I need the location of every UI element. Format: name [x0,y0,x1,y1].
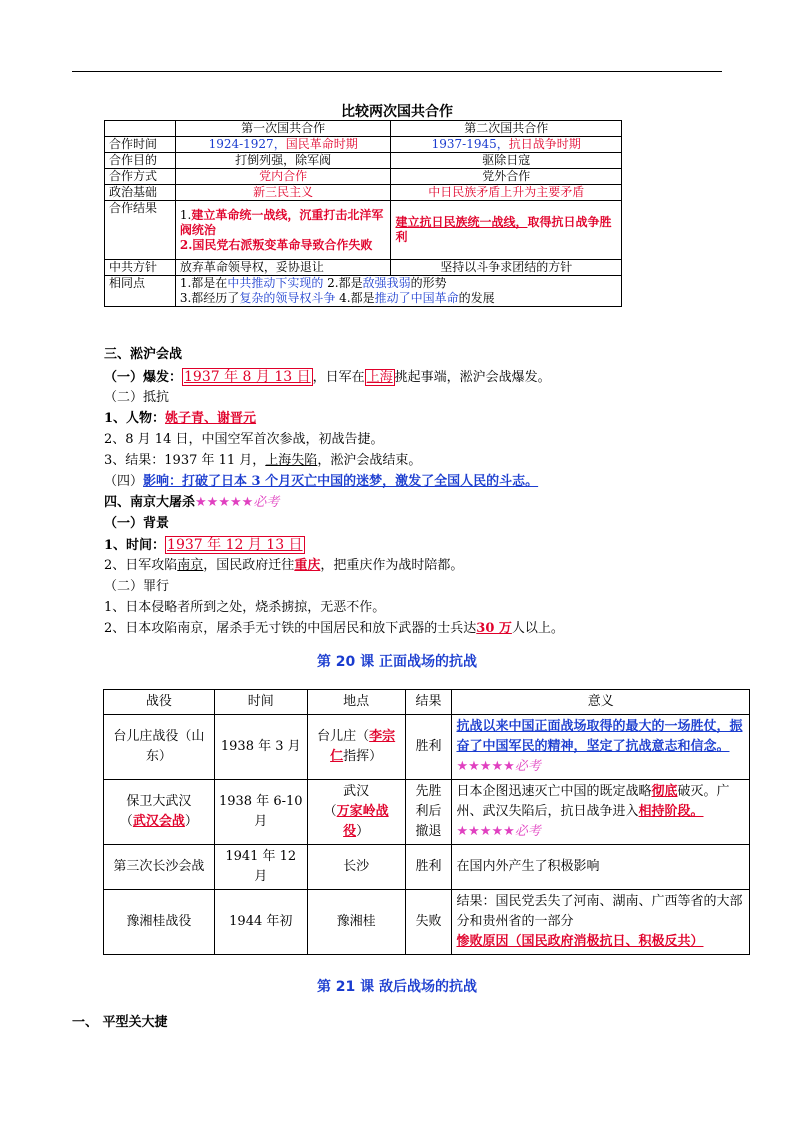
battle-cell: 第三次长沙会战 [104,845,215,890]
table-row [105,260,622,276]
header-cell [105,121,176,137]
star-rating: ★★★★★ [195,495,254,510]
songhu-outbreak: （一）爆发： 1937 年 8 月 13 日 ，日军在 上海 挑起事端，淞沪会战爆发。 [104,369,551,385]
table-cell: 1924-1927，国民革命时期 [175,137,391,153]
place-cell: 台儿庄（李宗仁指挥） [307,715,405,780]
place-cell: 武汉 （万家岭战役） [307,780,405,845]
cooperation-comparison-table [104,120,622,307]
section-heading-songhu: 三、淞沪会战 [104,347,183,362]
time-cell: 1938 年 3 月 [214,715,307,780]
table-row [104,715,750,780]
table-row [104,890,750,955]
header-cell: 意义 [452,690,750,715]
nanjing-time: 1、时间： 1937 年 12 月 13 日 [104,537,303,553]
songhu-result: 3、结果：1937 年 11 月，上海失陷，淞沪会战结束。 [104,453,422,468]
meaning-cell: 抗战以来中国正面战场取得的最大的一场胜仗，振奋了中国军民的精神，坚定了抗战意志和信念。★★★★★必考 [452,715,750,780]
songhu-impact: （四）影响：打破了日本 3 个月灭亡中国的迷梦，激发了全国人民的斗志。 [104,474,539,489]
header-cell: 第二次国共合作 [391,121,622,137]
nanjing-crime1: 1、日本侵略者所到之处，烧杀掳掠，无恶不作。 [104,600,386,615]
top-rule [72,71,722,72]
header-cell: 第一次国共合作 [175,121,391,137]
result-cell: 胜利 [405,845,452,890]
table-row [104,845,750,890]
lesson20-title: 第 20 课 正面战场的抗战 [316,654,478,670]
table-cell: 坚持以斗争求团结的方针 [391,260,622,276]
table-row [105,276,622,307]
time-cell: 1941 年 12 月 [214,845,307,890]
place-cell: 长沙 [307,845,405,890]
header-cell: 战役 [104,690,215,715]
table-row [104,690,750,715]
table-cell: 中日民族矛盾上升为主要矛盾 [391,185,622,201]
table-cell: 1.都是在中共推动下实现的 2.都是敌强我弱的形势 3.都经历了复杂的领导权斗争 4.都是推动了中国革命的发展 [175,276,621,307]
table-cell: 放弃革命领导权，妥协退让 [175,260,391,276]
row-label: 合作时间 [105,137,176,153]
header-cell: 时间 [214,690,307,715]
lesson21-title: 第 21 课 敌后战场的抗战 [316,979,478,995]
row-label: 合作结果 [105,201,176,260]
table-row [105,153,622,169]
meaning-cell: 在国内外产生了积极影响 [452,845,750,890]
table-row [105,185,622,201]
table-cell: 建立抗日民族统一战线，取得抗日战争胜利 [391,201,622,260]
header-cell: 地点 [307,690,405,715]
battles-table [103,689,750,955]
result-cell: 先胜利后撤退 [405,780,452,845]
row-label: 合作方式 [105,169,176,185]
nanjing-crime: （二）罪行 [104,579,170,594]
songhu-resist: （二）抵抗 [104,390,170,405]
table-cell: 党内合作 [175,169,391,185]
table-row [104,780,750,845]
table-cell: 1.建立革命统一战线，沉重打击北洋军阀统治 2.国民党右派叛变革命导致合作失败 [175,201,391,260]
meaning-cell: 日本企图迅速灭亡中国的既定战略彻底破灭。广州、武汉失陷后，抗日战争进入相持阶段。★★★★★必考 [452,780,750,845]
meaning-cell: 结果：国民党丢失了河南、湖南、广西等省的大部分和贵州省的一部分 惨败原因（国民政府消极抗日、积极反共） [452,890,750,955]
songhu-air: 2、8 月 14 日，中国空军首次参战，初战告捷。 [104,432,384,447]
result-cell: 失败 [405,890,452,955]
row-label: 中共方针 [105,260,176,276]
battle-cell: 豫湘桂战役 [104,890,215,955]
table-cell: 党外合作 [391,169,622,185]
header-cell: 结果 [405,690,452,715]
table-cell: 打倒列强，除军阀 [175,153,391,169]
table-cell: 驱除日寇 [391,153,622,169]
table1-title: 比较两次国共合作 [341,104,453,120]
table-row [105,137,622,153]
table-cell: 1937-1945，抗日战争时期 [391,137,622,153]
place-cell: 豫湘桂 [307,890,405,955]
nanjing-capture: 2、日军攻陷南京，国民政府迁往重庆，把重庆作为战时陪都。 [104,558,464,573]
battle-cell: 台儿庄战役（山东） [104,715,215,780]
songhu-people: 1、人物：姚子青、谢晋元 [104,411,257,426]
table-row [105,201,622,260]
nanjing-crime2: 2、日本攻陷南京，屠杀手无寸铁的中国居民和放下武器的士兵达30 万人以上。 [104,621,564,636]
row-label: 合作目的 [105,153,176,169]
table-row [105,121,622,137]
row-label: 相同点 [105,276,176,307]
time-cell: 1938 年 6-10 月 [214,780,307,845]
nanjing-bg: （一）背景 [104,516,170,531]
section-heading-nanjing: 四、南京大屠杀★★★★★必考 [104,495,280,510]
time-cell: 1944 年初 [214,890,307,955]
table-row [105,169,622,185]
table-cell: 新三民主义 [175,185,391,201]
battle-cell: 保卫大武汉 （武汉会战） [104,780,215,845]
pingxingguan-heading: 一、 平型关大捷 [72,1015,168,1030]
row-label: 政治基础 [105,185,176,201]
result-cell: 胜利 [405,715,452,780]
